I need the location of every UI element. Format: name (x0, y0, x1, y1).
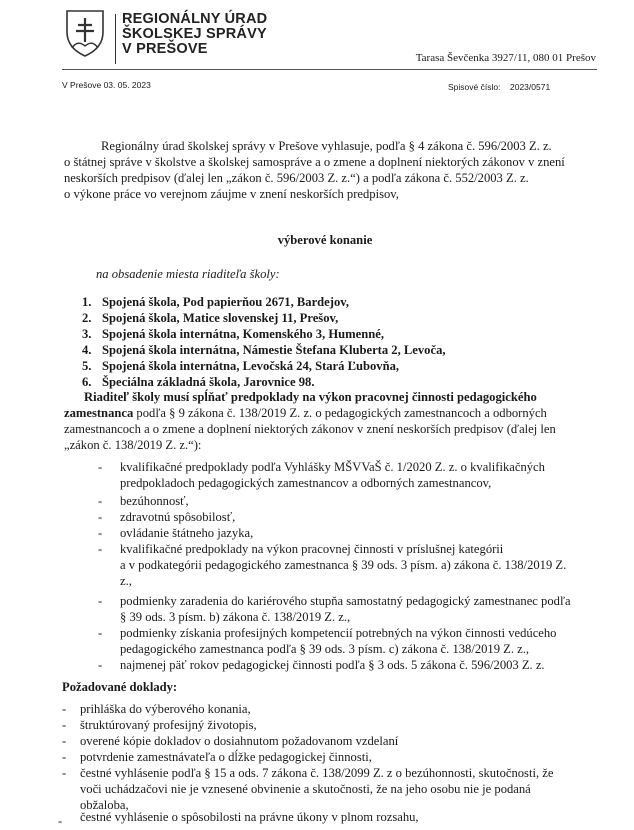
list-item: voči uchádzačovi nie je vznesené obvinenie a skutočnosti, že na jeho osobu nie je podaná (80, 782, 531, 796)
list-item: prihláška do výberového konania, (80, 702, 251, 716)
list-item: predpokladoch pedagogických zamestnancov a odborných zamestnancov, (120, 476, 492, 490)
documents-title: Požadované doklady: (62, 680, 178, 694)
intro-line: neskorších predpisov (ďalej len „zákon č. 596/2003 Z. z.“) a podľa zákona č. 552/2003 Z. z. (64, 171, 529, 185)
bullet-dash: - (98, 626, 103, 640)
bullet-dash: - (98, 542, 103, 556)
intro-line: Regionálny úrad školskej správy v Prešove vyhlasuje, podľa § 4 zákona č. 596/2003 Z. z. (101, 139, 552, 153)
requirements-intro-line: zamestnanca podľa § 9 zákona č. 138/2019 Z. z. o pedagogických zamestnancoch a odborných (64, 406, 547, 420)
place-date: V Prešove 03. 05. 2023 (62, 80, 151, 90)
list-item: 6. Špeciálna základná škola, Jarovnice 98. (82, 375, 315, 389)
bullet-dash: - (98, 494, 103, 508)
org-line: ŠKOLSKEJ SPRÁVY (122, 26, 267, 42)
list-item: čestné vyhlásenie o spôsobilosti na právne úkony v plnom rozsahu, (80, 810, 419, 824)
org-address: Tarasa Ševčenka 3927/11, 080 01 Prešov (415, 52, 596, 64)
intro-line: o výkone práce vo verejnom záujme v znení neskorších predpisov, (64, 187, 399, 201)
bullet-dash: - (98, 526, 103, 540)
bullet-dash: - (98, 594, 103, 608)
bullet-dash: - (98, 460, 103, 474)
list-item: 4. Spojená škola internátna, Námestie Štefana Kluberta 2, Levoča, (82, 343, 446, 357)
intro-line: o štátnej správe v školstve a školskej samospráve a o zmene a doplnení niektorých zákonov v znení (64, 155, 565, 169)
list-item: štruktúrovaný profesijný životopis, (80, 718, 257, 732)
bullet-dash: - (98, 658, 103, 672)
schools-list (82, 294, 446, 390)
bullet-dash: - (62, 718, 67, 732)
bullet-dash: - (62, 766, 67, 780)
requirements-intro-line: Riaditeľ školy musí spĺňať predpoklady na výkon pracovnej činnosti pedagogického (84, 390, 537, 404)
list-item: kvalifikačné predpoklady na výkon pracovnej činnosti v príslušnej kategórii (120, 542, 504, 556)
list-item: najmenej päť rokov pedagogickej činnosti podľa § 3 ods. 5 zákona č. 596/2003 Z. z. (120, 658, 545, 672)
list-item: ovládanie štátneho jazyka, (120, 526, 254, 540)
list-item: 5. Spojená škola internátna, Levočská 24, Stará Ľubovňa, (82, 359, 400, 373)
bullet-dash: - (62, 702, 67, 716)
bullet-dash: - (62, 750, 67, 764)
list-item: zdravotnú spôsobilosť, (120, 510, 236, 524)
requirements-intro-line: zamestnancoch a o zmene a doplnení niektorých zákonov v znení neskorších predpisov (ďalej len (64, 422, 556, 436)
list-item: podmienky zaradenia do kariérového stupňa samostatný pedagogický zamestnanec podľa (120, 594, 571, 608)
list-item: z., (120, 574, 132, 588)
header-rule (62, 69, 597, 70)
document-title: výberové konanie (277, 233, 373, 247)
file-number-label: Spisové číslo: (448, 82, 501, 92)
requirements-intro-line: „zákon č. 138/2019 Z. z.“): (64, 438, 202, 452)
document-subtitle: na obsadenie miesta riaditeľa školy: (96, 267, 280, 281)
list-item: podmienky získania profesijných kompetencií potrebných na výkon činnosti vedúceho (120, 626, 557, 640)
bullet-dash: - (58, 814, 63, 828)
list-item: § 39 ods. 3 písm. b) zákona č. 138/2019 Z. z., (120, 610, 351, 624)
list-item: 2. Spojená škola, Matice slovenskej 11, Prešov, (82, 311, 339, 325)
bullet-dash: - (98, 510, 103, 524)
header-divider (115, 14, 116, 64)
list-item: potvrdenie zamestnávateľa o dĺžke pedagogickej činnosti, (80, 750, 372, 764)
list-item: a v podkategórii pedagogického zamestnanca § 39 ods. 3 písm. a) zákona č. 138/2019 Z. (120, 558, 567, 572)
list-item: 1. Spojená škola, Pod papierňou 2671, Bardejov, (82, 295, 350, 309)
org-name (122, 12, 267, 57)
list-item: 3. Spojená škola internátna, Komenského 3, Humenné, (82, 327, 384, 341)
bullet-dash: - (62, 734, 67, 748)
org-line: REGIONÁLNY ÚRAD (122, 11, 268, 27)
list-item: overené kópie dokladov o dosiahnutom požadovanom vzdelaní (80, 734, 399, 748)
list-item: obžaloba, (80, 798, 129, 812)
file-number: 2023/0571 (510, 82, 551, 92)
coat-of-arms-icon (64, 8, 106, 58)
list-item: kvalifikačné predpoklady podľa Vyhlášky MŠVVaŠ č. 1/2020 Z. z. o kvalifikačných (120, 460, 545, 474)
list-item: bezúhonnosť, (120, 494, 189, 508)
list-item: čestné vyhlásenie podľa § 15 a ods. 7 zákona č. 138/2099 Z. z o bezúhonnosti, skutočnosti, že (80, 766, 554, 780)
list-item: pedagogického zamestnanca podľa § 39 ods. 3 písm. c) zákona č. 138/2019 Z. z., (120, 642, 530, 656)
org-line: V PREŠOVE (122, 41, 208, 57)
